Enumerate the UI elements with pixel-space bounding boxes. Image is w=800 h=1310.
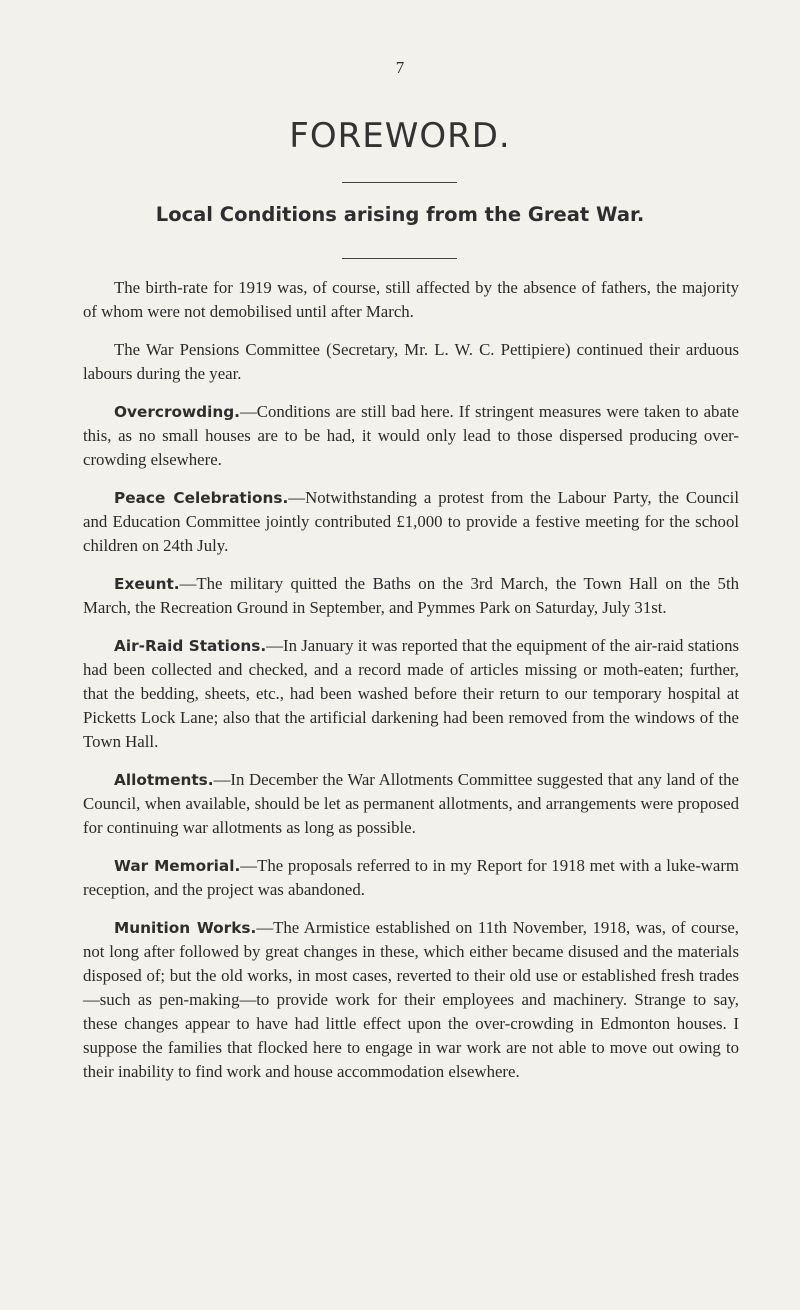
subtitle-divider <box>342 258 457 259</box>
paragraph <box>83 276 739 324</box>
paragraph-heading: Munition Works. <box>114 919 257 937</box>
paragraph-text: —In December the War Allotments Committee suggested that any land of the Council, when available, should be let as permanent allotments, and arrangements were proposed for continuing war allotments as long as possible. <box>83 770 739 837</box>
paragraph-text: —The military quitted the Baths on the 3rd March, the Town Hall on the 5th March, the Recreation Ground in September, and Pymmes Park on Saturday, July 31st. <box>83 574 739 617</box>
paragraph-text: —The proposals referred to in my Report for 1918 met with a luke-warm reception, and the project was abandoned. <box>83 856 739 899</box>
paragraph-heading: War Memorial. <box>114 857 241 875</box>
paragraph-text: The birth-rate for 1919 was, of course, still affected by the absence of fathers, the majority of whom were not demobilised until after March. <box>83 278 739 321</box>
section-subtitle: Local Conditions arising from the Great War. <box>155 203 645 226</box>
paragraph <box>83 400 739 472</box>
body-text <box>83 276 739 1098</box>
paragraph-heading: Overcrowding. <box>114 403 240 421</box>
paragraph-text: —In January it was reported that the equipment of the air-raid stations had been collected and checked, and a record made of articles missing or moth-eaten; further, that the bedding, sheets, etc., had been washed before their return to our temporary hospital at Picketts Lock Lane; also that the artificial darkening had been removed from the windows of the Town Hall. <box>83 636 739 751</box>
paragraph <box>83 338 739 386</box>
paragraph-text: —The Armistice established on 11th November, 1918, was, of course, not long after followed by great changes in these, which either became disused and the materials disposed of; but the old works, in most cases, reverted to their old use or established fresh trades—such as pen-making—to provide work for their employees and machinery. Strange to say, these changes appear to have had little effect upon the over-crowding in Edmonton houses. I suppose the families that flocked here to engage in war work are not able to move out owing to their inability to find work and house accommodation elsewhere. <box>83 918 740 1081</box>
paragraph-heading: Exeunt. <box>114 575 180 593</box>
page-number: 7 <box>395 58 405 77</box>
paragraph <box>83 916 739 1084</box>
paragraph-heading: Allotments. <box>114 771 214 789</box>
paragraph <box>83 634 739 754</box>
paragraph <box>83 854 739 902</box>
paragraph-text: —Conditions are still bad here. If stringent measures were taken to abate this, as no small houses are to be had, it would only lead to those dispersed producing over-crowding elsewhere. <box>83 402 739 469</box>
paragraph <box>83 486 739 558</box>
paragraph <box>83 572 739 620</box>
title-divider <box>342 182 457 183</box>
page-title: FOREWORD. <box>289 116 511 156</box>
paragraph-heading: Air-Raid Stations. <box>114 637 267 655</box>
paragraph-text: The War Pensions Committee (Secretary, Mr. L. W. C. Pettipiere) continued their arduous labours during the year. <box>83 340 739 383</box>
paragraph <box>83 768 739 840</box>
paragraph-heading: Peace Celebrations. <box>114 489 289 507</box>
paragraph-text: —Notwithstanding a protest from the Labour Party, the Council and Education Committee jointly contributed £1,000 to provide a festive meeting for the school children on 24th July. <box>83 488 739 555</box>
